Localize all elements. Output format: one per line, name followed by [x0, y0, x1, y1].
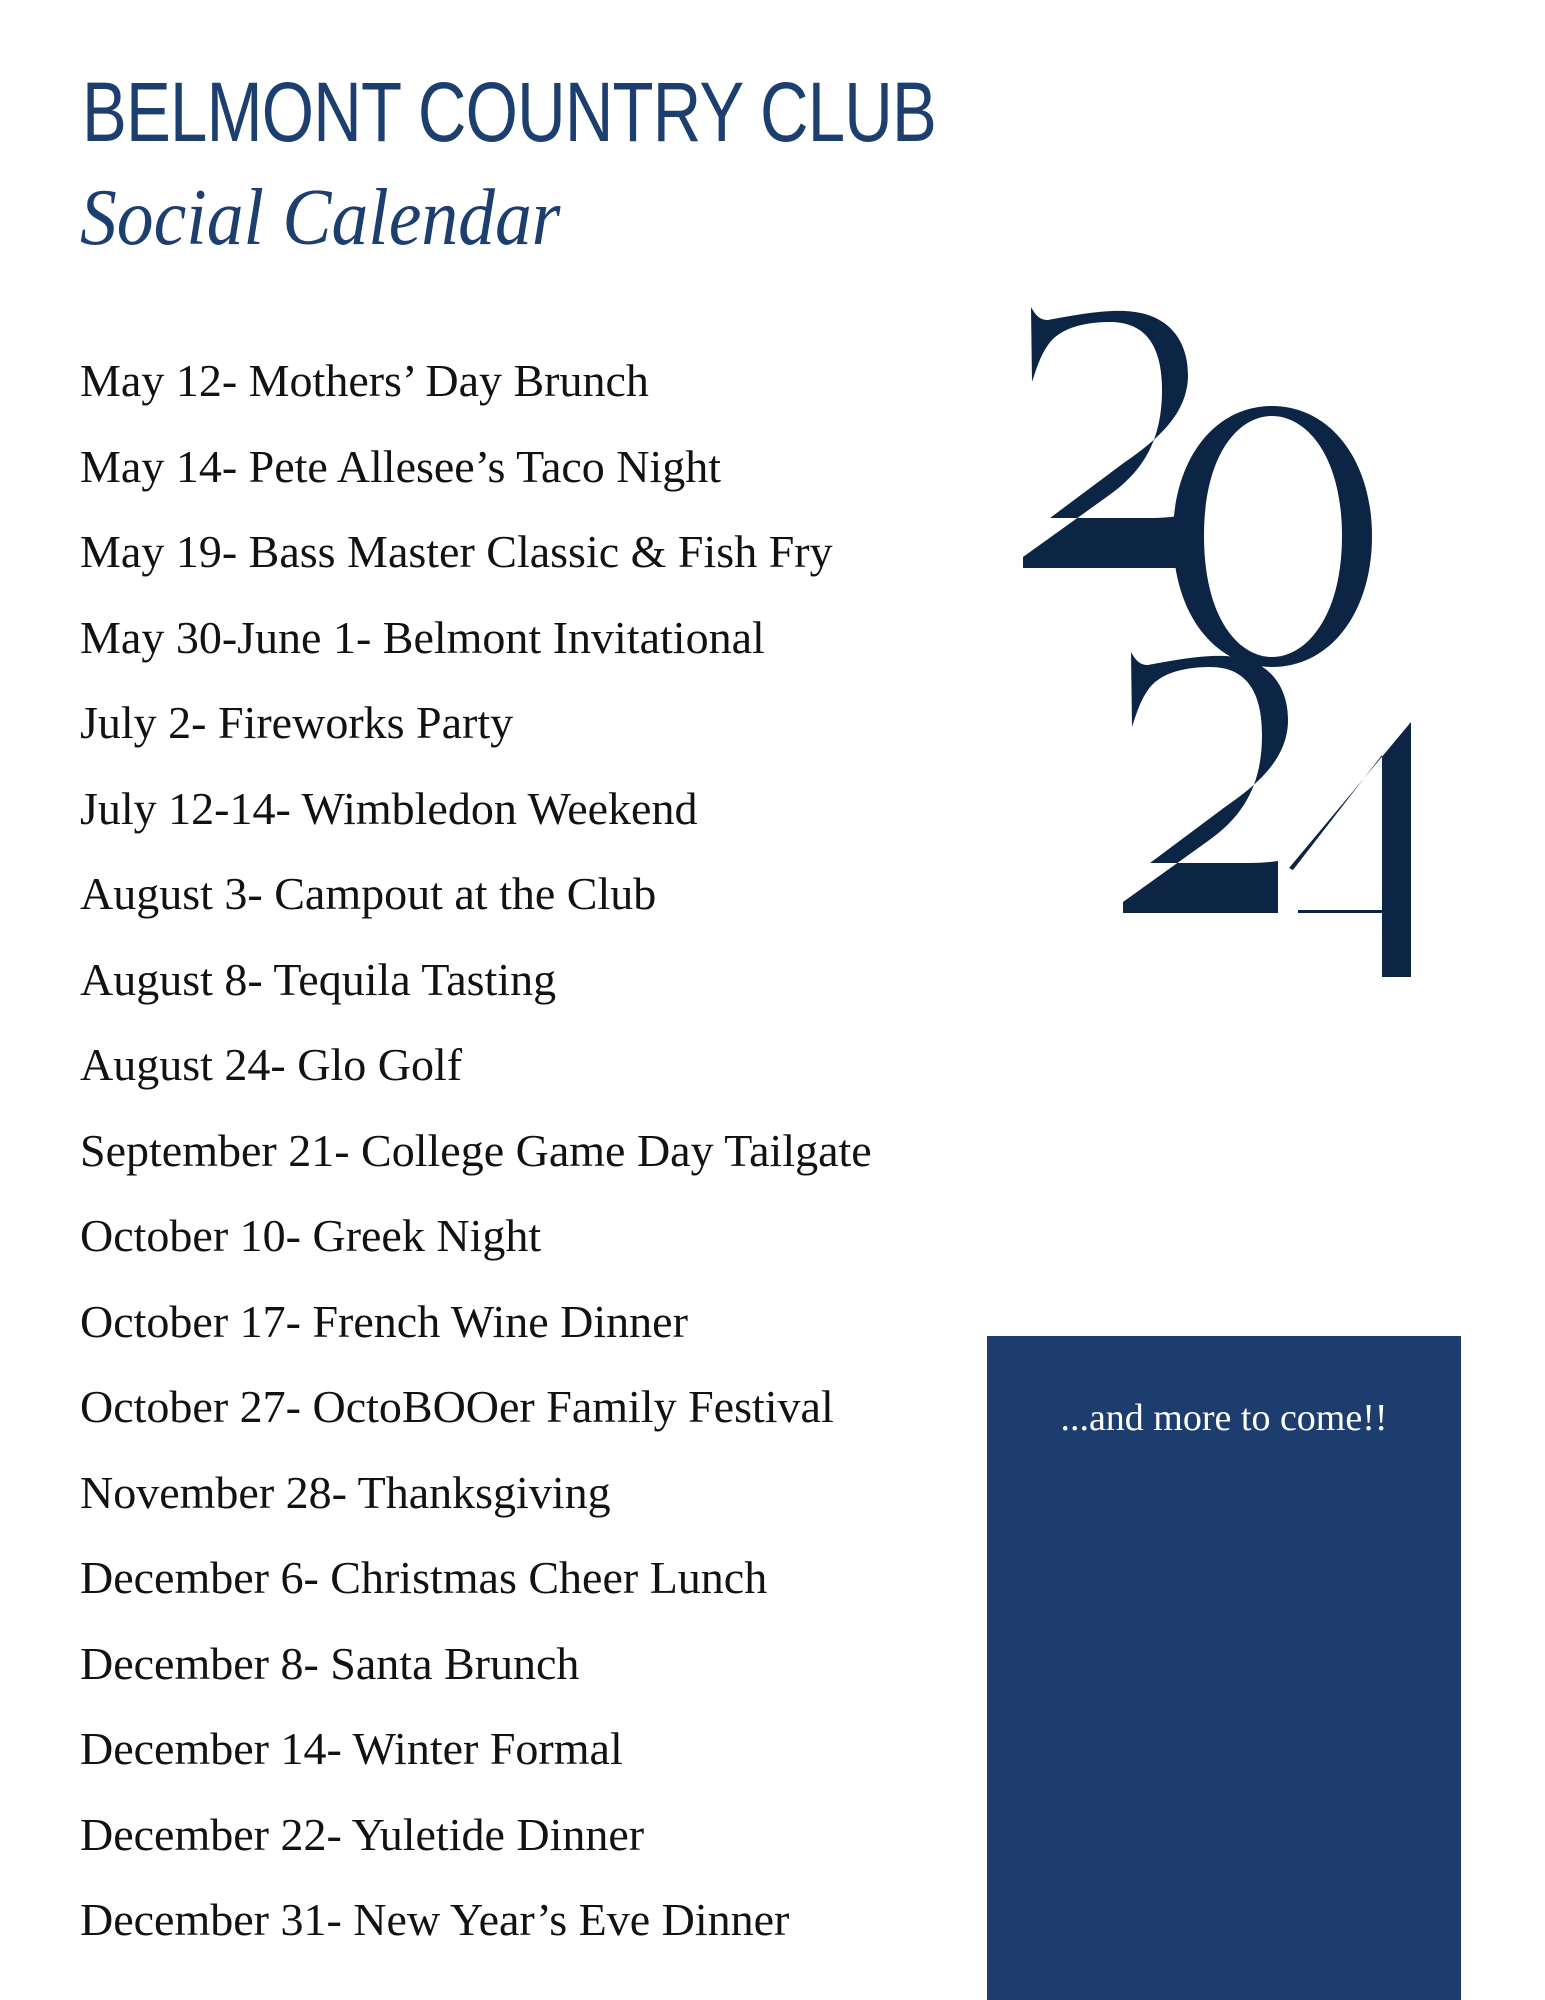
event-item: May 19- Bass Master Classic & Fish Fry: [80, 526, 833, 577]
event-item: December 8- Santa Brunch: [80, 1637, 580, 1689]
event-item: May 30-June 1- Belmont Invitational: [80, 611, 765, 663]
more-to-come-panel: [987, 1336, 1461, 2000]
event-item: December 31- New Year’s Eve Dinner: [80, 1894, 790, 1945]
event-item: May 12- Mothers’ Day Brunch: [80, 355, 649, 406]
event-item: September 21- College Game Day Tailgate: [80, 1124, 872, 1176]
event-item: July 2- Fireworks Party: [80, 697, 514, 748]
year-2024-graphic: [1000, 290, 1440, 1010]
event-item: August 3- Campout at the Club: [80, 868, 657, 919]
digit-2-first: [1023, 307, 1188, 568]
event-item: October 10- Greek Night: [80, 1210, 542, 1261]
event-item: July 12-14- Wimbledon Weekend: [80, 782, 698, 834]
digit-2-second: [1123, 652, 1288, 913]
event-list: [80, 338, 872, 1963]
event-item: August 8- Tequila Tasting: [80, 953, 557, 1005]
event-item: November 28- Thanksgiving: [80, 1466, 611, 1518]
social-calendar-subtitle: Social Calendar: [80, 174, 561, 262]
event-item: August 24- Glo Golf: [80, 1039, 463, 1090]
digit-0: [1173, 406, 1372, 667]
event-item: May 14- Pete Allesee’s Taco Night: [80, 440, 722, 492]
event-item: October 27- OctoBOOer Family Festival: [80, 1381, 834, 1432]
club-name-heading: BELMONT COUNTRY CLUB: [82, 65, 937, 159]
event-item: December 6- Christmas Cheer Lunch: [80, 1552, 768, 1603]
digit-4: [1289, 722, 1411, 977]
more-to-come-text: ...and more to come!!: [1060, 1397, 1388, 1439]
event-item: October 17- French Wine Dinner: [80, 1295, 688, 1347]
event-item: December 22- Yuletide Dinner: [80, 1808, 645, 1860]
event-item: December 14- Winter Formal: [80, 1723, 623, 1774]
